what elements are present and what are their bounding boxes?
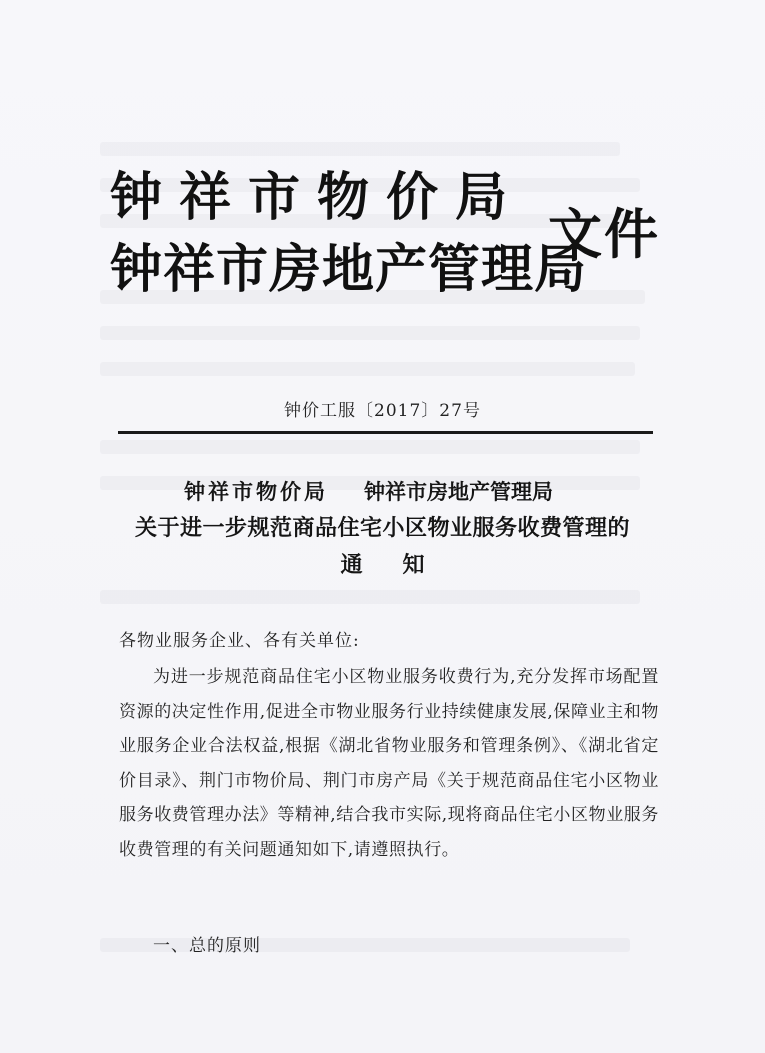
header-divider-rule xyxy=(118,431,653,434)
document-title-notice: 通知 xyxy=(340,552,465,578)
section-heading: 一、总的原则 xyxy=(153,936,261,956)
title-issuers xyxy=(184,476,553,506)
header-org-housing-bureau: 钟祥市房地产管理局 xyxy=(110,240,588,300)
title-issuer-price-bureau: 钟祥市物价局 xyxy=(184,479,328,504)
bleed-through-line xyxy=(100,362,635,376)
document-number: 钟价工服〔2017〕27号 xyxy=(284,401,481,421)
title-issuer-housing-bureau: 钟祥市房地产管理局 xyxy=(364,479,553,504)
header-doc-type: 文件 xyxy=(548,203,660,266)
salutation: 各物业服务企业、各有关单位: xyxy=(119,631,360,651)
body-paragraph: 为进一步规范商品住宅小区物业服务收费行为,充分发挥市场配置资源的决定性作用,促进全市物业服务行业持续健康发展,保障业主和物业服务企业合法权益,根据《湖北省物业服务和管理条例》、《湖北省定价目录》、荆门市物价局、荆门市房产局《关于规范商品住宅小区物业服务收费管理办法》等精神,结合我市实际,现将商品住宅小区物业服务收费管理的有关问题通知如下,请遵照执行。 xyxy=(119,667,660,860)
bleed-through-line xyxy=(100,142,620,156)
bleed-through-line xyxy=(100,440,640,454)
bleed-through-line xyxy=(100,326,640,340)
bleed-through-line xyxy=(100,590,640,604)
document-title: 关于进一步规范商品住宅小区物业服务收费管理的 xyxy=(134,515,630,541)
header-org-price-bureau: 钟祥市物价局 xyxy=(110,168,525,228)
